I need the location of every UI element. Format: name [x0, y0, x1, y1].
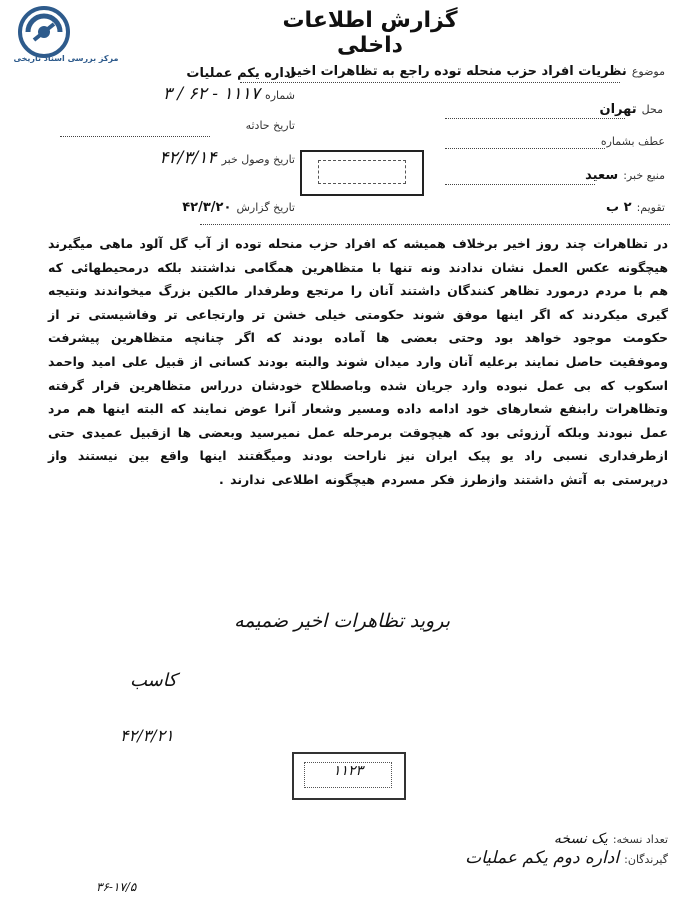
receipt-date-field	[60, 148, 295, 168]
calendar-value: ۲ ب	[605, 200, 632, 215]
footer-code: ۳۶-۱۷/۵	[96, 880, 137, 894]
source-field	[470, 164, 665, 183]
place-label: محل	[641, 103, 663, 116]
logo-caption: مرکز بررسی اسناد تاریخی	[13, 54, 119, 63]
attachment-label: عطف بشماره	[600, 135, 665, 148]
office-field	[115, 62, 295, 81]
source-label: منبع خبر:	[623, 169, 665, 182]
attachment-underline	[445, 148, 605, 149]
office-value: اداره یکم عملیات	[186, 66, 295, 81]
source-value: سعید	[585, 168, 619, 183]
recipients-field	[450, 848, 668, 868]
number-value: ۱۱۱۷ - ۶۲ / ۳	[162, 84, 260, 104]
archive-center-logo-icon	[14, 6, 74, 58]
copies-value: یک نسخه	[553, 831, 608, 847]
bottom-stamp-text: ۱۱۲۳	[304, 762, 392, 788]
event-date-label: تاریخ حادثه	[245, 119, 295, 132]
archive-logo	[14, 6, 74, 58]
calendar-label: تقویم:	[636, 201, 665, 214]
copies-label: تعداد نسخه:	[612, 833, 668, 846]
number-field	[60, 84, 295, 104]
source-underline	[445, 184, 595, 185]
event-date-underline	[60, 136, 210, 137]
place-field	[445, 98, 663, 117]
recipients-value: اداره دوم یکم عملیات	[465, 848, 620, 868]
section-divider	[200, 224, 670, 225]
receipt-date-label: تاریخ وصول خبر	[221, 153, 295, 166]
topic-value: نظریات افراد حزب منحله توده راجع به تظاهرات اخیر	[288, 64, 627, 79]
copies-field	[520, 828, 668, 847]
handwritten-note: بروید تظاهرات اخیر ضمیمه	[234, 610, 450, 632]
attachment-field	[485, 130, 665, 149]
report-date-value: ۴۲/۳/۲۰	[182, 200, 232, 215]
receipt-date-value: ۴۲/۳/۱۴	[159, 148, 217, 168]
recipients-label: گیرندگان:	[624, 853, 668, 866]
event-date-field	[145, 114, 295, 133]
calendar-field	[480, 196, 665, 215]
topic-label: موضوع	[631, 65, 665, 78]
place-underline	[445, 118, 625, 119]
report-title: گزارش اطلاعات داخلی	[282, 8, 458, 58]
handwritten-signature: کاسب	[130, 670, 177, 691]
report-date-label: تاریخ گزارش	[236, 201, 295, 214]
report-body: در تظاهرات چند روز اخیر برخلاف همیشه که افراد حزب منحله توده از آب گل آلود ماهی میگیرند هیچگونه عکس العمل نشان ندادند ونه تنها با متظاهرین همگامی نداشتند بلکه درمحیطهائی که هم با مردم درمورد تظاهر کنندگان داشتند آنان را مرتجع وطرفدار مالکین بزرگ میخواندند ونتیجه گیری میکردند که اگر اینها موفق شوند حکومتی خیلی خشن تر وارتجاعی تر وفاشیستی تر از حکومت موجود خواهد بود وحتی بعضی ها آماده بودند که اگر چنانچه متظاهرین پیشرفت وموفقیت حاصل نمایند برعلیه آنان وارد میدان شوند والبته بودند کسانی از قبیل علی امید واحمد اسکوب که بی عمل نبوده وارد جریان شده وباصطلاح خودشان درراس متظاهرین قرار گرفته وتظاهرات رابنفع شعارهای خود ادامه داده ومسیر وشعار آنرا عوض نمایند که البته اینها هم مرد عمل نبودند وبلکه آرزوئی بود که هیچوقت برمرحله عمل نمیرسید وبعضی ها ازقبیل عمیدی حتی ازطرفداری نسبی راد یو پیک ایران نیز ناراحت بودند ومیگفتند اینها واقع بین نیستند واز درپرستی به آتش داشتند وازطرز فکر مسردم هیچگونه اطلاعی ندارند .	[48, 236, 668, 487]
number-label: شماره	[264, 89, 295, 102]
handwritten-date: ۴۲/۳/۲۱	[120, 726, 174, 745]
topic-underline	[240, 82, 620, 83]
place-value: تهران	[599, 102, 637, 117]
report-date-field	[60, 196, 295, 215]
registration-stamp-inner	[318, 160, 406, 184]
topic-field	[240, 60, 665, 79]
